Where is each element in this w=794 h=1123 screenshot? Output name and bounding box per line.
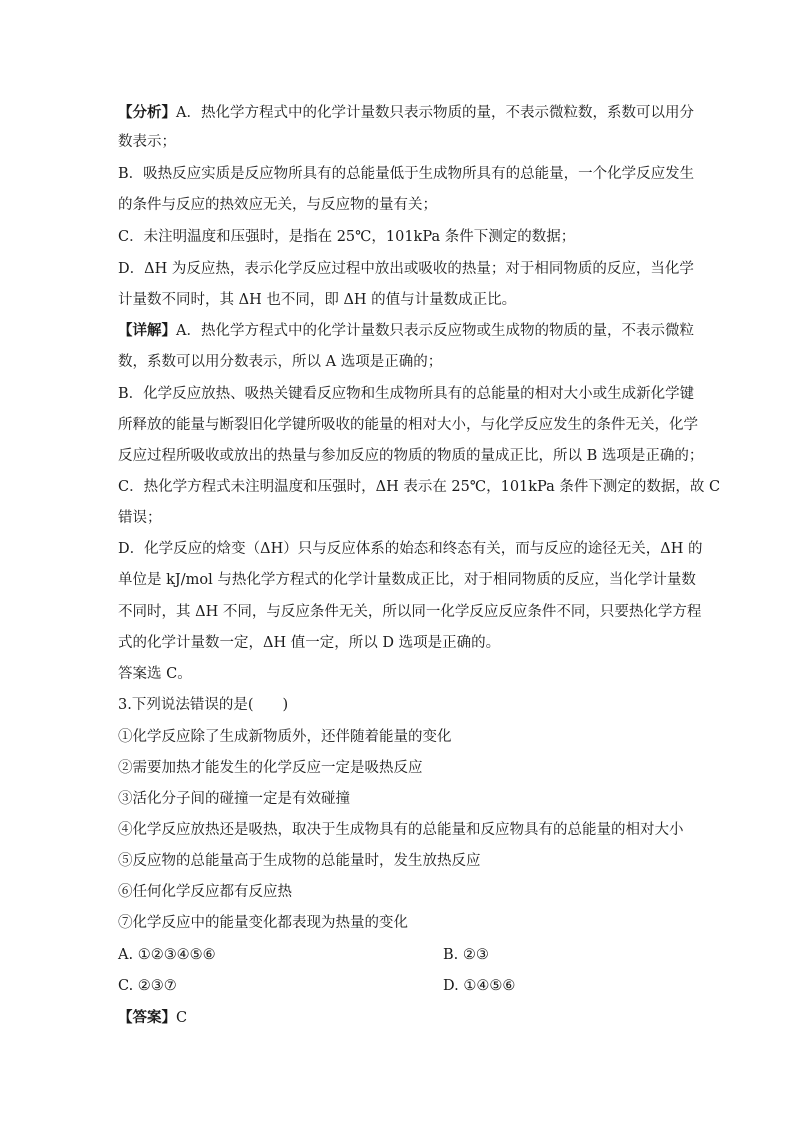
statement-4: ④化学反应放热还是吸热，取决于生成物具有的总能量和反应物具有的总能量的相对大小 <box>118 822 684 838</box>
analysis-line-2: 数表示； <box>118 134 176 150</box>
explanation-line-2: 数，系数可以用分数表示，所以 A 选项是正确的； <box>118 354 443 370</box>
explanation-line-1: 【详解】A．热化学方程式中的化学计量数只表示反应物或生成物的物质的量，不表示微粒 <box>118 322 694 339</box>
statement-3: ③活化分子间的碰撞一定是有效碰撞 <box>118 791 350 807</box>
explanation-line-3: B．化学反应放热、吸热关键看反应物和生成物所具有的总能量的相对大小或生成新化学键 <box>118 386 695 402</box>
explanation-line-10: 不同时，其 ΔH 不同，与反应条件无关，所以同一化学反应反应条件不同，只要热化学方程 <box>118 604 702 620</box>
explanation-line-5: 反应过程所吸收或放出的热量与参加反应的物质的物质的量成正比，所以 B 选项是正确的； <box>118 448 704 464</box>
analysis-tag: 【分析】 <box>118 104 176 121</box>
option-a: A. ①②③④⑤⑥ <box>118 947 216 963</box>
statement-7: ⑦化学反应中的能量变化都表现为热量的变化 <box>118 915 408 931</box>
explanation-tag: 【详解】 <box>118 322 176 339</box>
analysis-line-1: 【分析】A．热化学方程式中的化学计量数只表示物质的量，不表示微粒数，系数可以用分 <box>118 104 694 121</box>
answer-value: C <box>176 1010 188 1026</box>
question-stem: 3.下列说法错误的是( ) <box>118 697 289 713</box>
statement-6: ⑥任何化学反应都有反应热 <box>118 884 292 900</box>
explanation-line-7: 错误； <box>118 510 162 526</box>
option-d: D. ①④⑤⑥ <box>443 978 516 994</box>
statement-5: ⑤反应物的总能量高于生成物的总能量时，发生放热反应 <box>118 853 481 869</box>
answer-line <box>118 1008 187 1028</box>
option-c: C. ②③⑦ <box>118 978 177 994</box>
analysis-line-7: 计量数不同时，其 ΔH 也不同，即 ΔH 的值与计量数成正比。 <box>118 292 517 308</box>
explanation-line-6: C．热化学方程式未注明温度和压强时，ΔH 表示在 25℃，101kPa 条件下测定的数据，故 C <box>118 479 721 495</box>
analysis-line-5: C．未注明温度和压强时，是指在 25℃，101kPa 条件下测定的数据； <box>118 229 576 245</box>
explanation-line-9: 单位是 kJ/mol 与热化学方程式的化学计量数成正比，对于相同物质的反应，当化学计量数 <box>118 572 696 588</box>
explanation-conclusion: 答案选 C。 <box>118 666 192 682</box>
option-b: B. ②③ <box>443 947 489 963</box>
explanation-line-4: 所释放的能量与断裂旧化学键所吸收的能量的相对大小，与化学反应发生的条件无关，化学 <box>118 417 698 433</box>
analysis-line-3: B．吸热反应实质是反应物所具有的总能量低于生成物所具有的总能量，一个化学反应发生 <box>118 166 695 182</box>
analysis-line-4: 的条件与反应的热效应无关，与反应物的量有关； <box>118 197 437 213</box>
explanation-line-8: D．化学反应的焓变（ΔH）只与反应体系的始态和终态有关，而与反应的途径无关，ΔH 的 <box>118 541 703 557</box>
statement-2: ②需要加热才能发生的化学反应一定是吸热反应 <box>118 760 423 776</box>
explanation-line-11: 式的化学计量数一定，ΔH 值一定，所以 D 选项是正确的。 <box>118 635 501 651</box>
statement-1: ①化学反应除了生成新物质外，还伴随着能量的变化 <box>118 729 452 745</box>
analysis-line-6: D．ΔH 为反应热，表示化学反应过程中放出或吸收的热量；对于相同物质的反应，当化学 <box>118 261 694 277</box>
answer-tag: 【答案】 <box>118 1009 176 1026</box>
